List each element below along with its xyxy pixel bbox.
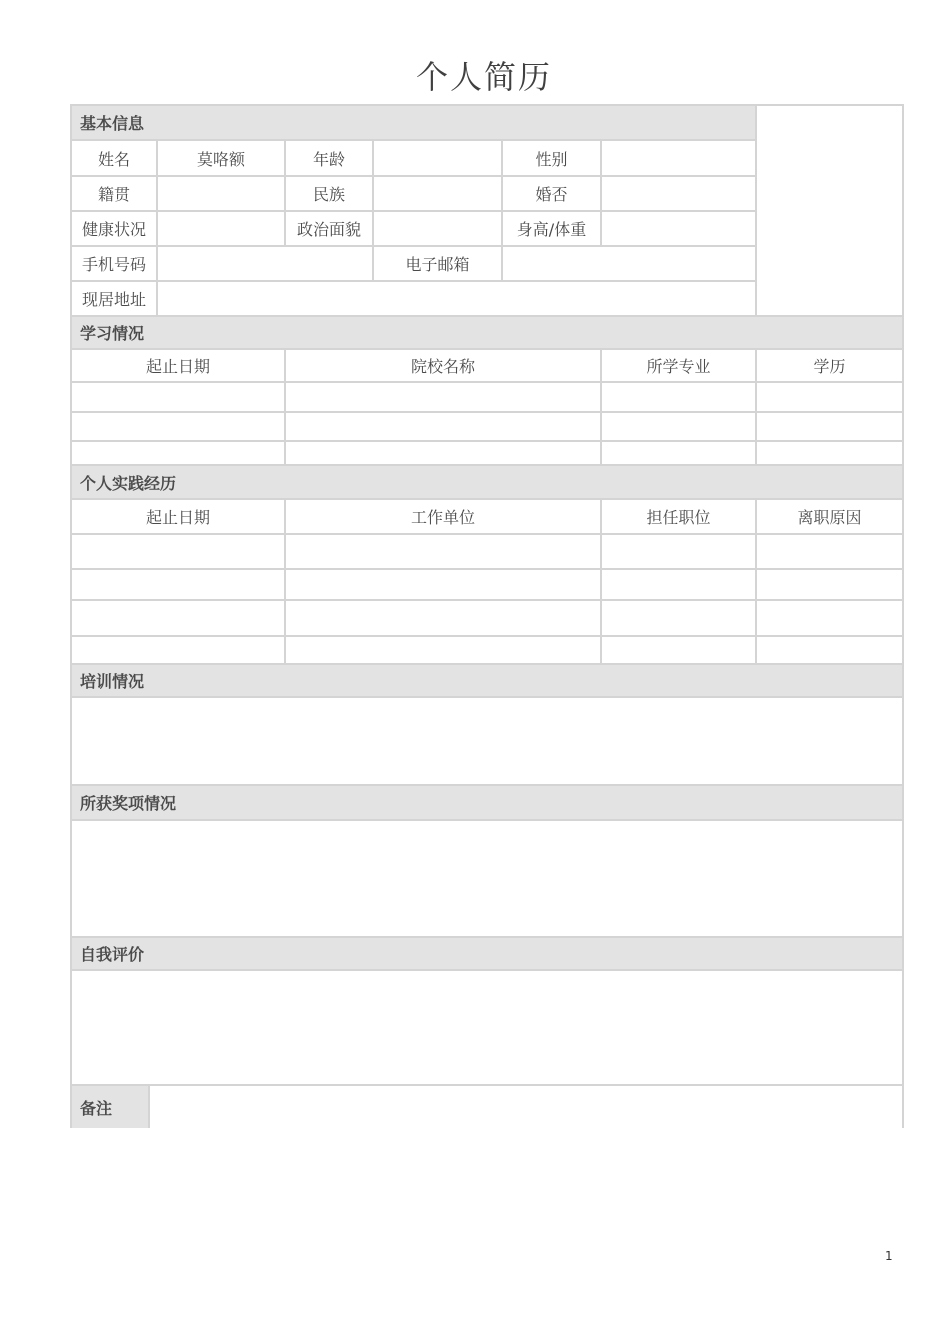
political-label: 政治面貌 [286,212,374,247]
experience-cell[interactable] [286,637,602,665]
experience-cell[interactable] [757,601,904,637]
experience-cell[interactable] [72,535,286,570]
education-cell[interactable] [286,383,602,413]
education-cell[interactable] [286,442,602,466]
section-header-self-evaluation: 自我评价 [72,938,904,971]
phone-value[interactable] [158,247,374,282]
health-label: 健康状况 [72,212,158,247]
height-weight-value[interactable] [602,212,757,247]
age-label: 年龄 [286,141,374,177]
education-col-date: 起止日期 [72,350,286,383]
education-cell[interactable] [757,413,904,442]
experience-cell[interactable] [286,570,602,601]
health-value[interactable] [158,212,286,247]
education-col-degree: 学历 [757,350,904,383]
resume-table [70,104,904,1128]
experience-cell[interactable] [72,601,286,637]
section-header-training: 培训情况 [72,665,904,698]
ethnicity-value[interactable] [374,177,503,212]
education-cell[interactable] [72,413,286,442]
experience-cell[interactable] [757,637,904,665]
remarks-label: 备注 [72,1086,150,1128]
gender-value[interactable] [602,141,757,177]
education-col-school: 院校名称 [286,350,602,383]
experience-col-reason: 离职原因 [757,500,904,535]
experience-cell[interactable] [602,535,757,570]
experience-cell[interactable] [757,535,904,570]
email-value[interactable] [503,247,757,282]
page-title: 个人简历 [415,58,552,96]
experience-cell[interactable] [72,637,286,665]
email-label: 电子邮箱 [374,247,503,282]
training-content[interactable] [72,698,904,786]
education-cell[interactable] [602,442,757,466]
hometown-label: 籍贯 [72,177,158,212]
experience-cell[interactable] [757,570,904,601]
section-header-awards: 所获奖项情况 [72,786,904,821]
experience-cell[interactable] [286,535,602,570]
name-value[interactable]: 莫咯额 [158,141,286,177]
education-cell[interactable] [72,383,286,413]
awards-content[interactable] [72,821,904,938]
experience-cell[interactable] [602,570,757,601]
education-cell[interactable] [602,383,757,413]
section-header-education: 学习情况 [72,317,904,350]
hometown-value[interactable] [158,177,286,212]
experience-col-date: 起止日期 [72,500,286,535]
experience-col-employer: 工作单位 [286,500,602,535]
gender-label: 性别 [503,141,602,177]
remarks-content[interactable] [150,1086,904,1128]
name-label: 姓名 [72,141,158,177]
section-header-basic-info: 基本信息 [72,106,757,141]
marital-label: 婚否 [503,177,602,212]
address-label: 现居地址 [72,282,158,317]
marital-value[interactable] [602,177,757,212]
experience-cell[interactable] [602,601,757,637]
education-col-major: 所学专业 [602,350,757,383]
age-value[interactable] [374,141,503,177]
section-header-experience: 个人实践经历 [72,466,904,500]
experience-cell[interactable] [602,637,757,665]
height-weight-label: 身高/体重 [503,212,602,247]
experience-cell[interactable] [72,570,286,601]
education-cell[interactable] [757,442,904,466]
education-cell[interactable] [286,413,602,442]
experience-col-position: 担任职位 [602,500,757,535]
self-evaluation-content[interactable] [72,971,904,1086]
experience-cell[interactable] [286,601,602,637]
address-value[interactable] [158,282,757,317]
education-cell[interactable] [757,383,904,413]
education-cell[interactable] [72,442,286,466]
political-value[interactable] [374,212,503,247]
photo-cell[interactable] [757,106,904,317]
education-cell[interactable] [602,413,757,442]
page-number: 1 [885,1249,893,1263]
phone-label: 手机号码 [72,247,158,282]
ethnicity-label: 民族 [286,177,374,212]
